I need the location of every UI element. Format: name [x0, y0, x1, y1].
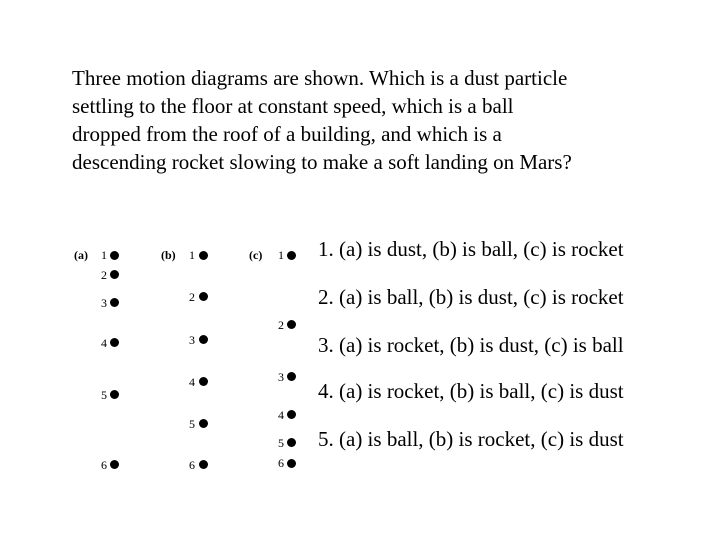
diagram-b-dot-6 [199, 460, 208, 469]
question-line: Three motion diagrams are shown. Which is a dust particle [72, 66, 568, 90]
diagram-a-label-2: 2 [101, 268, 107, 282]
diagram-b-dot-4 [199, 377, 208, 386]
answer-choice-5[interactable]: 5. (a) is ball, (b) is rocket, (c) is dust [318, 427, 624, 451]
diagram-a-label-5: 5 [101, 388, 107, 402]
diagram-c-dot-5 [287, 438, 296, 447]
diagram-b-label-6: 6 [189, 458, 195, 472]
answer-choice-1[interactable]: 1. (a) is dust, (b) is ball, (c) is rocket [318, 237, 624, 261]
diagram-a-dot-4 [110, 338, 119, 347]
diagram-a-label-1: 1 [101, 248, 107, 262]
diagram-b-label-1: 1 [189, 248, 195, 262]
diagram-c-label-2: 2 [278, 318, 284, 332]
diagram-b-label-2: 2 [189, 290, 195, 304]
diagram-a-tag: (a) [74, 248, 88, 262]
diagram-a-dot-2 [110, 270, 119, 279]
question-line: settling to the floor at constant speed, which is a ball [72, 94, 514, 118]
diagram-b-label-4: 4 [189, 375, 195, 389]
diagram-a-label-4: 4 [101, 336, 107, 350]
diagram-c-dot-3 [287, 372, 296, 381]
question-line: descending rocket slowing to make a soft landing on Mars? [72, 150, 572, 174]
diagram-b-dot-3 [199, 335, 208, 344]
diagram-a-dot-6 [110, 460, 119, 469]
diagram-a-dot-1 [110, 251, 119, 260]
diagram-c-dot-4 [287, 410, 296, 419]
diagram-a-label-3: 3 [101, 296, 107, 310]
diagram-b-dot-1 [199, 251, 208, 260]
diagram-c-label-5: 5 [278, 436, 284, 450]
diagram-c-label-3: 3 [278, 370, 284, 384]
answer-choice-3[interactable]: 3. (a) is rocket, (b) is dust, (c) is ball [318, 333, 624, 357]
diagram-c-dot-1 [287, 251, 296, 260]
diagram-c-label-1: 1 [278, 248, 284, 262]
diagram-a-dot-5 [110, 390, 119, 399]
question-line: dropped from the roof of a building, and which is a [72, 122, 502, 146]
diagram-a-label-6: 6 [101, 458, 107, 472]
diagram-c-dot-2 [287, 320, 296, 329]
diagram-c-label-4: 4 [278, 408, 284, 422]
diagram-b-label-5: 5 [189, 417, 195, 431]
answer-choice-4[interactable]: 4. (a) is rocket, (b) is ball, (c) is dust [318, 379, 624, 403]
diagram-b-dot-5 [199, 419, 208, 428]
diagram-c-dot-6 [287, 459, 296, 468]
diagram-c-label-6: 6 [278, 456, 284, 470]
diagram-b-dot-2 [199, 292, 208, 301]
answer-choice-2[interactable]: 2. (a) is ball, (b) is dust, (c) is rocket [318, 285, 624, 309]
diagram-a-dot-3 [110, 298, 119, 307]
diagram-c-tag: (c) [249, 248, 263, 262]
diagram-b-tag: (b) [161, 248, 176, 262]
diagram-b-label-3: 3 [189, 333, 195, 347]
